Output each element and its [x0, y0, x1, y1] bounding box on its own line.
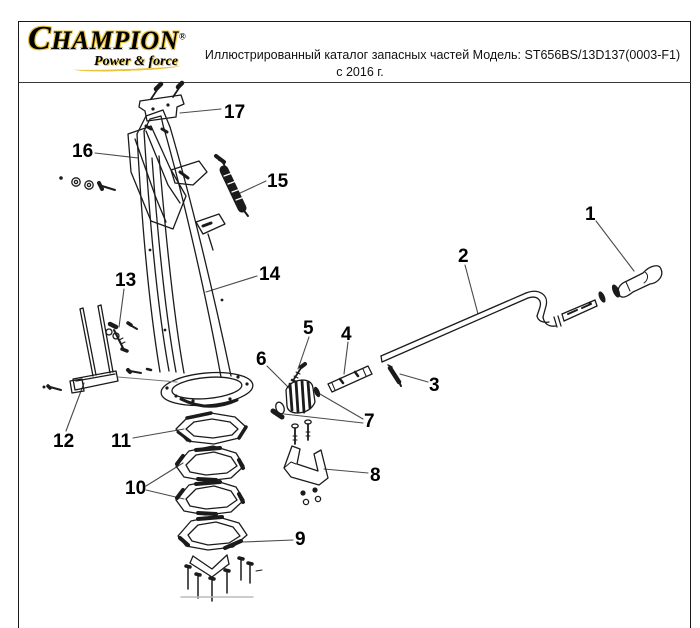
catalog-title: Иллюстрированный каталог запасных частей Модель: ST656BS/13D137(0003-F1) — [204, 48, 681, 62]
part-callout-3: 3 — [429, 375, 440, 396]
part-8-u-bracket — [284, 420, 328, 505]
part-callout-7: 7 — [364, 411, 375, 432]
part-callout-4: 4 — [341, 324, 352, 345]
part-callout-2: 2 — [458, 246, 469, 267]
part-callout-9: 9 — [295, 529, 306, 550]
part-9-lower-ring — [178, 516, 247, 550]
part-14-chute — [137, 110, 254, 409]
part-callout-15: 15 — [267, 171, 289, 192]
part-10-retainer-rings — [176, 446, 244, 515]
logo-tagline: Power & force — [94, 53, 178, 69]
chute-base-bolts — [181, 555, 262, 601]
part-17-mount-bracket — [139, 83, 184, 132]
part-callout-12: 12 — [53, 431, 75, 452]
part-2-crank-rod — [381, 283, 622, 362]
logo-brand-text: CHAMPION® — [28, 20, 187, 57]
catalog-title-year: с 2016 г. — [336, 65, 384, 79]
part-11-rotation-ring — [176, 413, 246, 444]
part-1-handle-grip — [618, 266, 662, 297]
part-3-pin — [388, 365, 401, 386]
part-callout-6: 6 — [256, 349, 267, 370]
part-callout-14: 14 — [259, 264, 281, 285]
part-4-link-plate — [328, 366, 372, 392]
part-callout-5: 5 — [303, 318, 314, 339]
part-6-worm-gear — [274, 380, 315, 415]
part-callout-16: 16 — [72, 141, 94, 162]
part-callout-1: 1 — [585, 204, 596, 225]
part-15-spring — [216, 156, 248, 216]
part-callout-11: 11 — [111, 431, 132, 452]
part-callout-17: 17 — [224, 102, 246, 123]
part-callout-13: 13 — [115, 270, 137, 291]
part-callout-10: 10 — [125, 478, 147, 499]
registered-mark: ® — [178, 31, 187, 42]
part-13-bolt-set — [106, 323, 151, 373]
part-callout-8: 8 — [370, 465, 381, 486]
